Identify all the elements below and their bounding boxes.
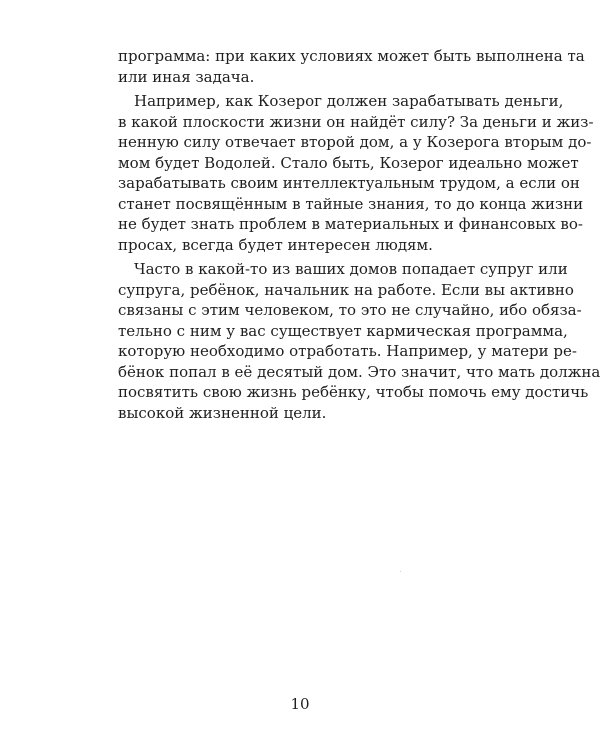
text-line: связаны с этим человеком, то это не случайно, ибо обяза-	[118, 301, 582, 319]
text-line: или иная задача.	[118, 67, 255, 86]
page-number: 10	[290, 695, 310, 713]
paper-speck	[400, 571, 401, 572]
paragraph-2	[118, 91, 594, 255]
paragraph-3	[118, 259, 600, 423]
text-line: тельно с ним у вас существует кармическая программа,	[118, 321, 568, 340]
text-line: бёнок попал в её десятый дом. Это значит, что мать должна	[118, 362, 600, 381]
text-line: в какой плоскости жизни он найдёт силу? За деньги и жиз-	[118, 112, 594, 131]
text-line: станет посвящённым в тайные знания, то до конца жизни	[118, 194, 584, 213]
text-line: зарабатывать своим интеллектуальным трудом, а если он	[118, 174, 580, 192]
text-line: посвятить свою жизнь ребёнку, чтобы помочь ему достичь	[118, 383, 589, 401]
text-line: Часто в какой-то из ваших домов попадает супруг или	[134, 260, 568, 278]
text-line: программа: при каких условиях может быть выполнена та	[118, 47, 585, 65]
text-line: высокой жизненной цели.	[118, 403, 327, 422]
text-line: ненную силу отвечает второй дом, а у Козерога вторым до-	[118, 133, 592, 151]
text-line: просах, всегда будет интересен людям.	[118, 235, 433, 254]
body-text	[118, 46, 600, 423]
paragraph-1	[118, 46, 585, 87]
text-line: мом будет Водолей. Стало быть, Козерог идеально может	[118, 153, 579, 172]
text-line: Например, как Козерог должен зарабатывать деньги,	[134, 92, 564, 110]
text-line: не будет знать проблем в материальных и финансовых во-	[118, 215, 583, 233]
text-line: супруга, ребёнок, начальник на работе. Если вы активно	[118, 280, 574, 299]
text-line: которую необходимо отработать. Например, у матери ре-	[118, 342, 577, 360]
